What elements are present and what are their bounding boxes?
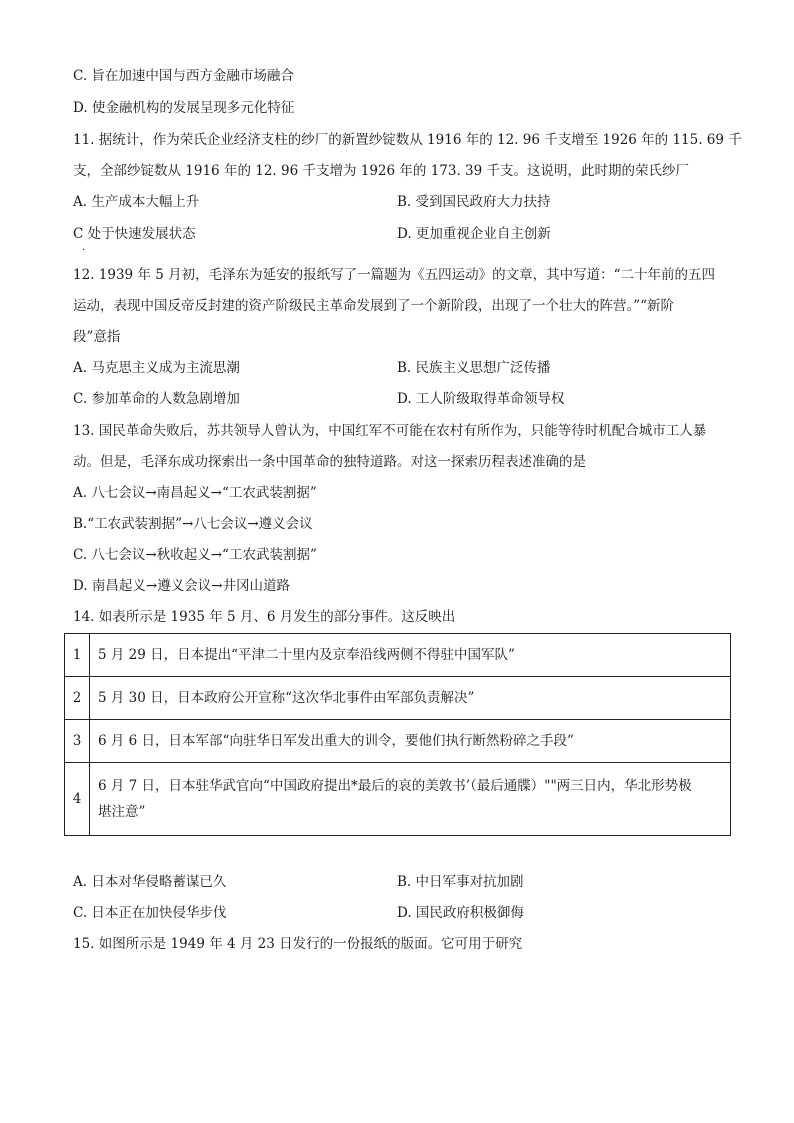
- q12-option-b: B. 民族主义思想广泛传播: [397, 360, 551, 376]
- q12-stem-line2: 运动，表现中国反帝反封建的资产阶级民主革命发展到了一个新阶段，出现了一个壮大的阵营。”“新阶: [73, 298, 675, 314]
- q11-option-a: A. 生产成本大幅上升: [73, 194, 200, 210]
- q11-stem-line1: 11. 据统计，作为荣氏企业经济支柱的纱厂的新置纱锭数从 1916 年的 12. 96 千支增至 1926 年的 115. 69 千: [73, 132, 742, 148]
- row-event: [90, 763, 731, 836]
- q11-stem-line2: 支，全部纱锭数从 1916 年的 12. 96 千支增为 1926 年的 173. 39 千支。这说明，此时期的荣氏纱厂: [73, 163, 690, 179]
- q14-option-b: B. 中日军事对抗加剧: [397, 874, 524, 890]
- q13-option-b: B.“工农武装割据”→八七会议→遵义会议: [73, 516, 313, 532]
- q10-option-d: D. 使金融机构的发展呈现多元化特征: [73, 100, 295, 116]
- q12-stem-line1: 12. 1939 年 5 月初，毛泽东为延安的报纸写了一篇题为《五四运动》的文章，其中写道：“二十年前的五四: [73, 267, 715, 283]
- q12-option-d: D. 工人阶级取得革命领导权: [397, 391, 565, 407]
- q12-option-a: A. 马克思主义成为主流思潮: [73, 360, 240, 376]
- q13-stem-line1: 13. 国民革命失败后，苏共领导人曾认为，中国红军不可能在农村有所作为，只能等待时机配合城市工人暴: [73, 423, 707, 439]
- q14-option-d: D. 国民政府积极御侮: [397, 905, 524, 921]
- row-event: 5 月 29 日，日本提出“平津二十里内及京奉沿线两侧不得驻中国军队”: [90, 634, 731, 677]
- q12-option-c: C. 参加革命的人数急剧增加: [73, 391, 240, 407]
- table-row: [65, 720, 731, 763]
- q11-option-c: C 处于快速发展状态: [73, 226, 196, 242]
- q10-option-c: C. 旨在加速中国与西方金融市场融合: [73, 68, 294, 84]
- events-table: [64, 633, 731, 836]
- row-number: 4: [65, 763, 90, 836]
- q15-stem: 15. 如图所示是 1949 年 4 月 23 日发行的一份报纸的版面。它可用于研究: [73, 936, 523, 952]
- q13-option-d: D. 南昌起义→遵义会议→井冈山道路: [73, 578, 291, 594]
- row-number: 1: [65, 634, 90, 677]
- row-event-line1: 6 月 7 日，日本驻华武官向“中国政府提出*最后的哀的美敦书’（最后通牒）""两三日内，华北形势极: [98, 778, 692, 794]
- q12-stem-line3: 段”意指: [73, 329, 121, 345]
- table-row: [65, 634, 731, 677]
- q11-option-c-dot: .: [82, 242, 86, 253]
- q14-stem: 14. 如表所示是 1935 年 5 月、6 月发生的部分事件。这反映出: [73, 609, 456, 625]
- q14-option-c: C. 日本正在加快侵华步伐: [73, 905, 227, 921]
- q11-option-b: B. 受到国民政府大力扶持: [397, 194, 551, 210]
- q13-option-c: C. 八七会议→秋收起义→“工农武装割据”: [73, 547, 317, 563]
- row-event-line2: 堪注意”: [98, 804, 146, 820]
- row-number: 3: [65, 720, 90, 763]
- q14-option-a: A. 日本对华侵略蓄谋已久: [73, 874, 227, 890]
- table-row: [65, 677, 731, 720]
- row-event: 5 月 30 日，日本政府公开宣称“这次华北事件由军部负责解决”: [90, 677, 731, 720]
- row-event: 6 月 6 日，日本军部“向驻华日军发出重大的训令，要他们执行断然粉碎之手段”: [90, 720, 731, 763]
- row-number: 2: [65, 677, 90, 720]
- q11-option-d: D. 更加重视企业自主创新: [397, 226, 551, 242]
- q13-option-a: A. 八七会议→南昌起义→“工农武装割据”: [73, 485, 317, 501]
- q13-stem-line2: 动。但是，毛泽东成功探索出一条中国革命的独特道路。对这一探索历程表述准确的是: [73, 454, 586, 470]
- table-row: [65, 763, 731, 836]
